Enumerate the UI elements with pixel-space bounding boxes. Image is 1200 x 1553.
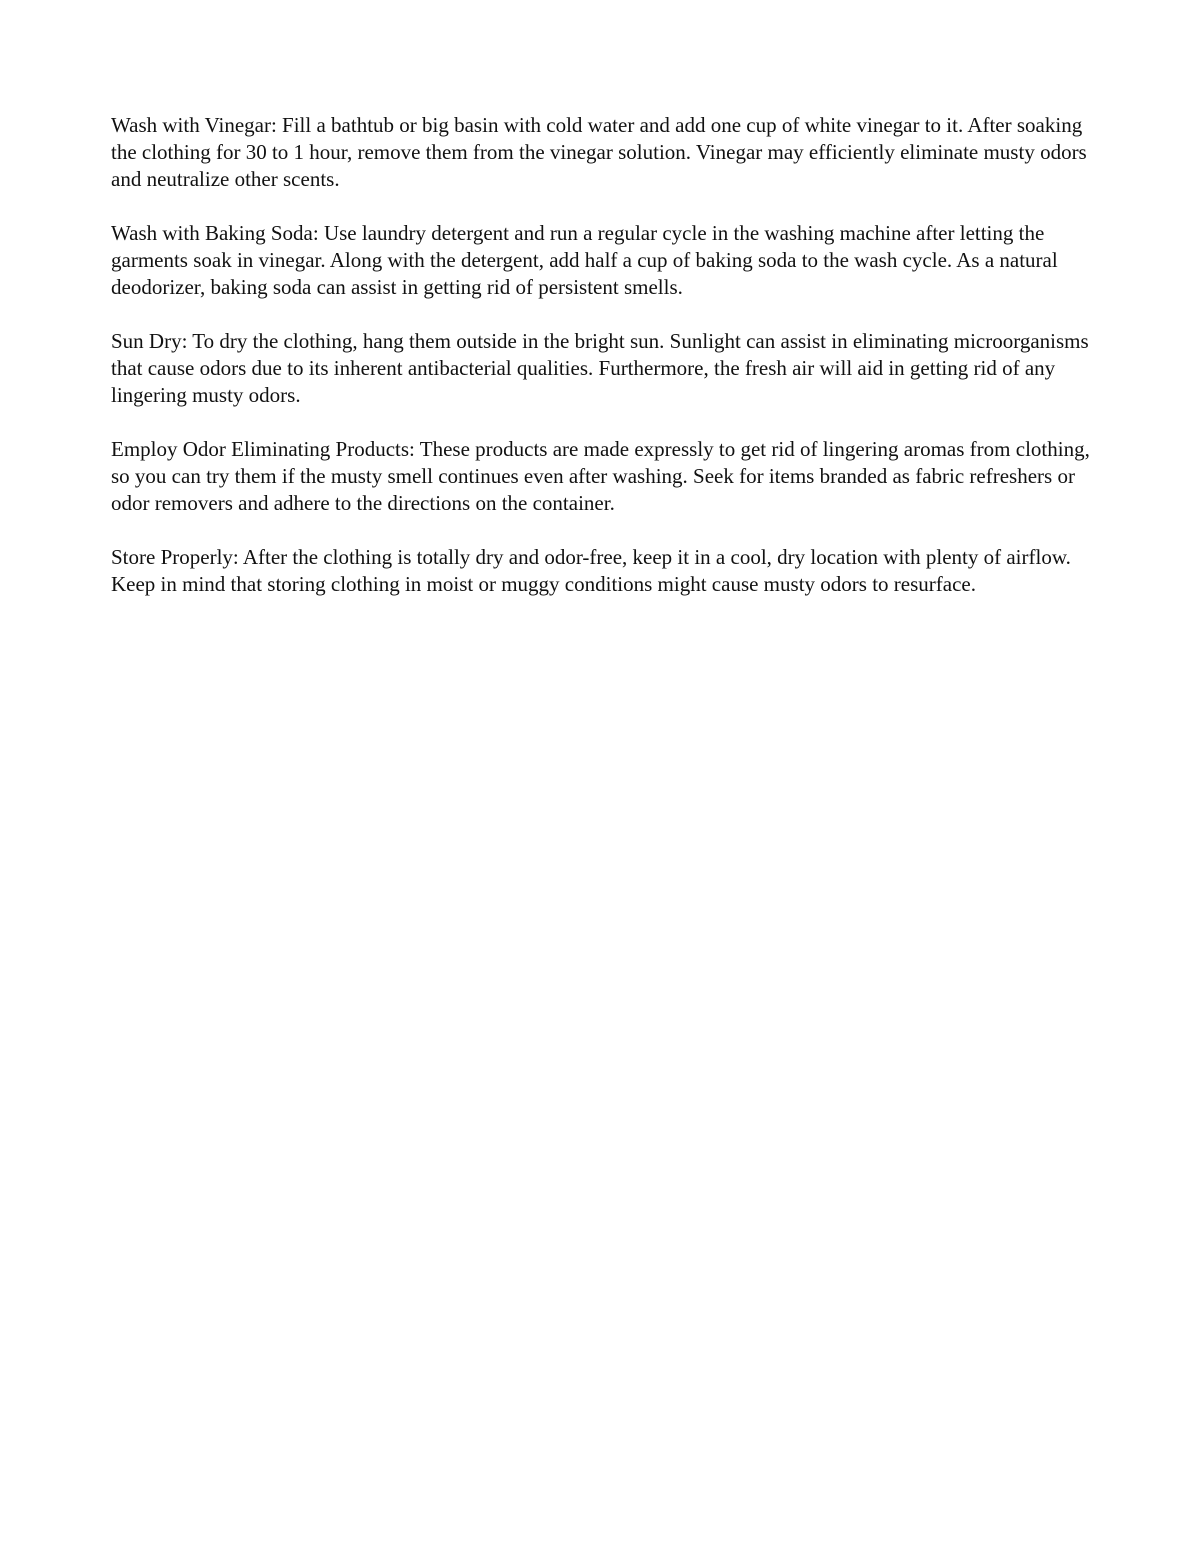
document-body xyxy=(111,112,1101,625)
paragraph-store-properly: Store Properly: After the clothing is totally dry and odor-free, keep it in a cool, dry location with plenty of airflow. Keep in mind that storing clothing in moist or muggy conditions might cause musty odors to resurface. xyxy=(111,545,1071,596)
paragraph-wash-with-vinegar: Wash with Vinegar: Fill a bathtub or big basin with cold water and add one cup of white vinegar to it. After soaking the clothing for 30 to 1 hour, remove them from the vinegar solution. Vinegar may efficiently eliminate musty odors and neutralize other scents. xyxy=(111,113,1087,191)
paragraph-odor-eliminating-products: Employ Odor Eliminating Products: These products are made expressly to get rid of lingering aromas from clothing, so you can try them if the musty smell continues even after washing. Seek for items branded as fabric refreshers or odor removers and adhere to the directions on the container. xyxy=(111,437,1090,515)
paragraph-wash-with-baking-soda: Wash with Baking Soda: Use laundry detergent and run a regular cycle in the washing machine after letting the garments soak in vinegar. Along with the detergent, add half a cup of baking soda to the wash cycle. As a natural deodorizer, baking soda can assist in getting rid of persistent smells. xyxy=(111,221,1058,299)
paragraph-sun-dry: Sun Dry: To dry the clothing, hang them outside in the bright sun. Sunlight can assist in eliminating microorganisms that cause odors due to its inherent antibacterial qualities. Furthermore, the fresh air will aid in getting rid of any lingering musty odors. xyxy=(111,329,1089,407)
